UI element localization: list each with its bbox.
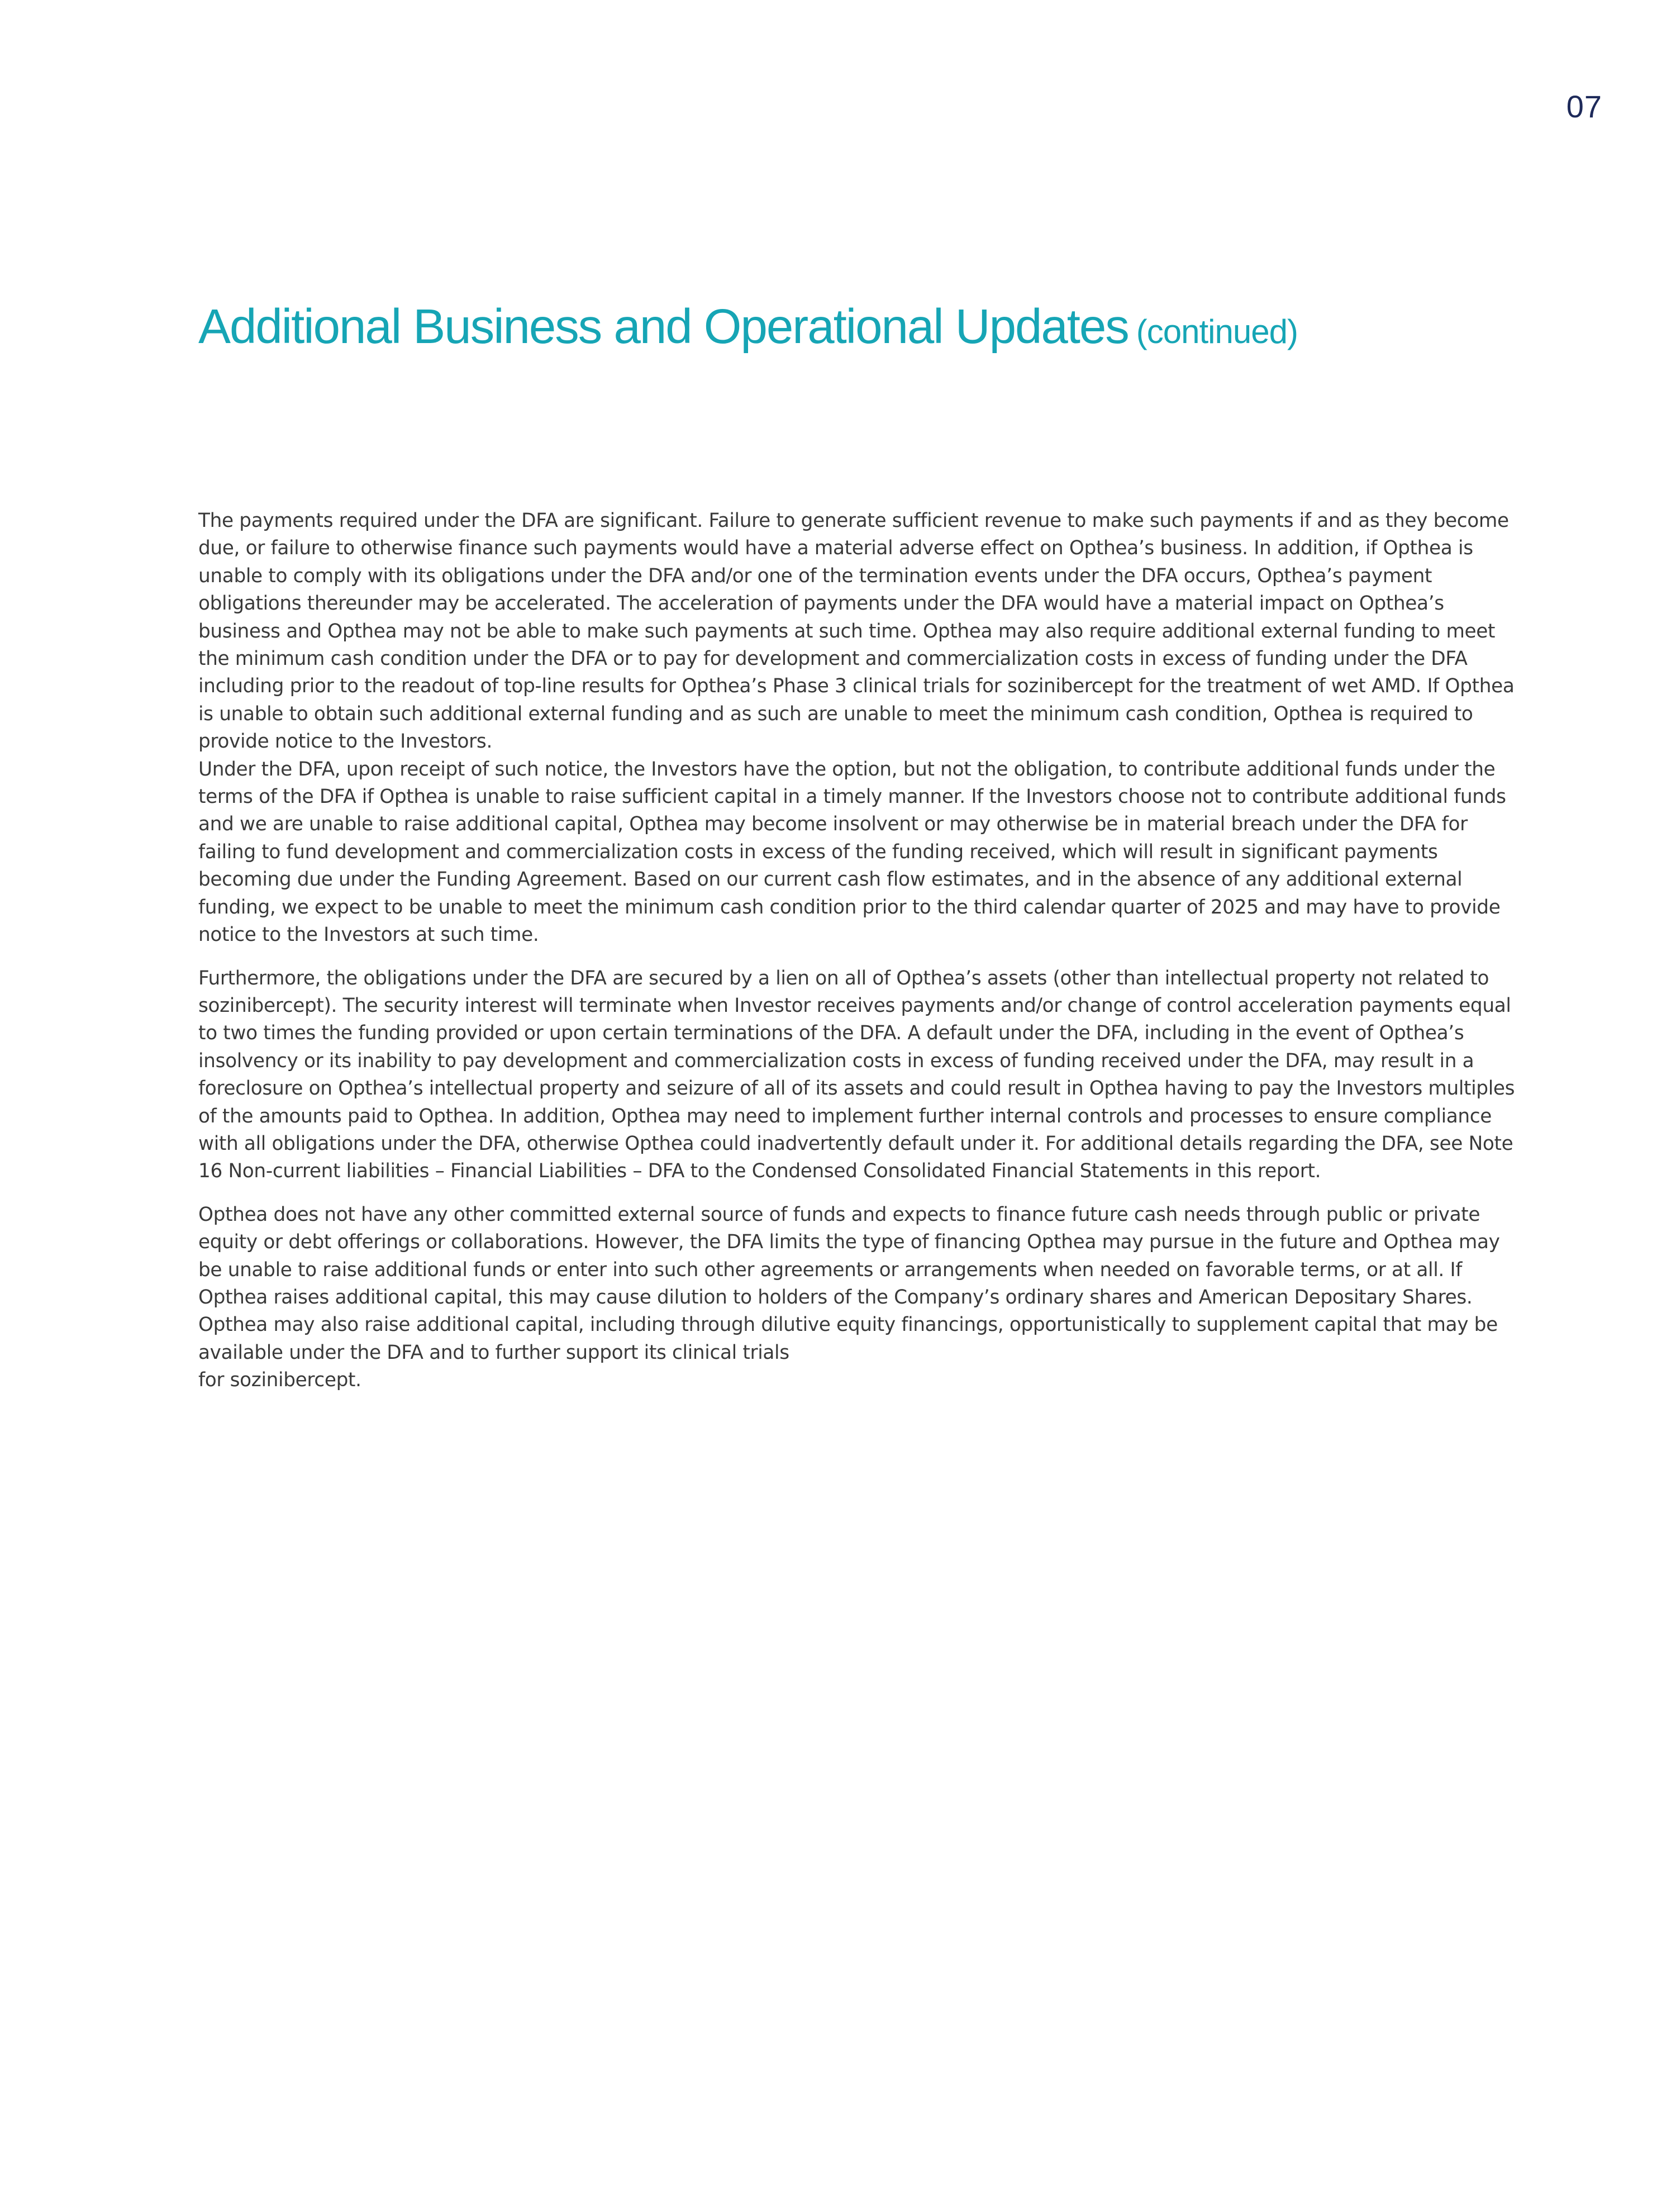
page-number: 07: [1566, 89, 1602, 124]
paragraph-external-funding: Opthea does not have any other committed external source of funds and expects to finance future cash needs through public or private equity or debt offerings or collaborations. However, the DFA limits the type of financing Opthea may pursue in the future and Opthea may be unable to raise additional funds or enter into such other agreements or arrangements when needed on favorable terms, or at all. If Opthea raises additional capital, this may cause dilution to holders of the Company’s ordinary shares and American Depositary Shares. Opthea may also raise additional capital, including through dilutive equity financings, opportunistically to supplement capital that may be available under the DFA and to further support its clinical trials: [198, 1203, 1500, 1364]
body-text: [198, 507, 1523, 1395]
paragraph-investor-option: Under the DFA, upon receipt of such notice, the Investors have the option, but not the obligation, to contribute additional funds under the terms of the DFA if Opthea is unable to raise sufficient capital in a timely manner. If the Investors choose not to contribute additional funds and we are unable to raise additional capital, Opthea may become insolvent or may otherwise be in material breach under the DFA for failing to fund development and commercialization costs in excess of the funding received, which will result in significant payments becoming due under the Funding Agreement. Based on our current cash flow estimates, and in the absence of any additional external funding, we expect to be unable to meet the minimum cash condition prior to the third calendar quarter of 2025 and may have to provide notice to the Investors at such time.: [198, 758, 1506, 946]
section-title-main: Additional Business and Operational Updates: [198, 299, 1129, 354]
paragraph-closing-line: for sozinibercept.: [198, 1369, 361, 1392]
section-title-suffix: (continued): [1136, 313, 1298, 350]
paragraph-dfa-payments: The payments required under the DFA are significant. Failure to generate sufficient revenue to make such payments if and as they become due, or failure to otherwise finance such payments would have a material adverse effect on Opthea’s business. In addition, if Opthea is unable to comply with its obligations under the DFA and/or one of the termination events under the DFA occurs, Opthea’s payment obligations thereunder may be accelerated. The acceleration of payments under the DFA would have a material impact on Opthea’s business and Opthea may not be able to make such payments at such time. Opthea may also require additional external funding to meet the minimum cash condition under the DFA or to pay for development and commercialization costs in excess of funding under the DFA including prior to the readout of top-line results for Opthea’s Phase 3 clinical trials for sozinibercept for the treatment of wet AMD. If Opthea is unable to obtain such additional external funding and as such are unable to meet the minimum cash condition, Opthea is required to provide notice to the Investors.: [198, 510, 1515, 753]
section-title: [198, 296, 1298, 363]
paragraph-security-interest: Furthermore, the obligations under the DFA are secured by a lien on all of Opthea’s assets (other than intellectual property not related to sozinibercept). The security interest will terminate when Investor receives payments and/or change of control acceleration payments equal to two times the funding provided or upon certain terminations of the DFA. A default under the DFA, including in the event of Opthea’s insolvency or its inability to pay development and commercialization costs in excess of funding received under the DFA, may result in a foreclosure on Opthea’s intellectual property and seizure of all of its assets and could result in Opthea having to pay the Investors multiples of the amounts paid to Opthea. In addition, Opthea may need to implement further internal controls and processes to ensure compliance with all obligations under the DFA, otherwise Opthea could inadvertently default under it. For additional details regarding the DFA, see Note 16 Non-current liabilities – Financial Liabilities – DFA to the Condensed Consolidated Financial Statements in this report.: [198, 967, 1515, 1183]
